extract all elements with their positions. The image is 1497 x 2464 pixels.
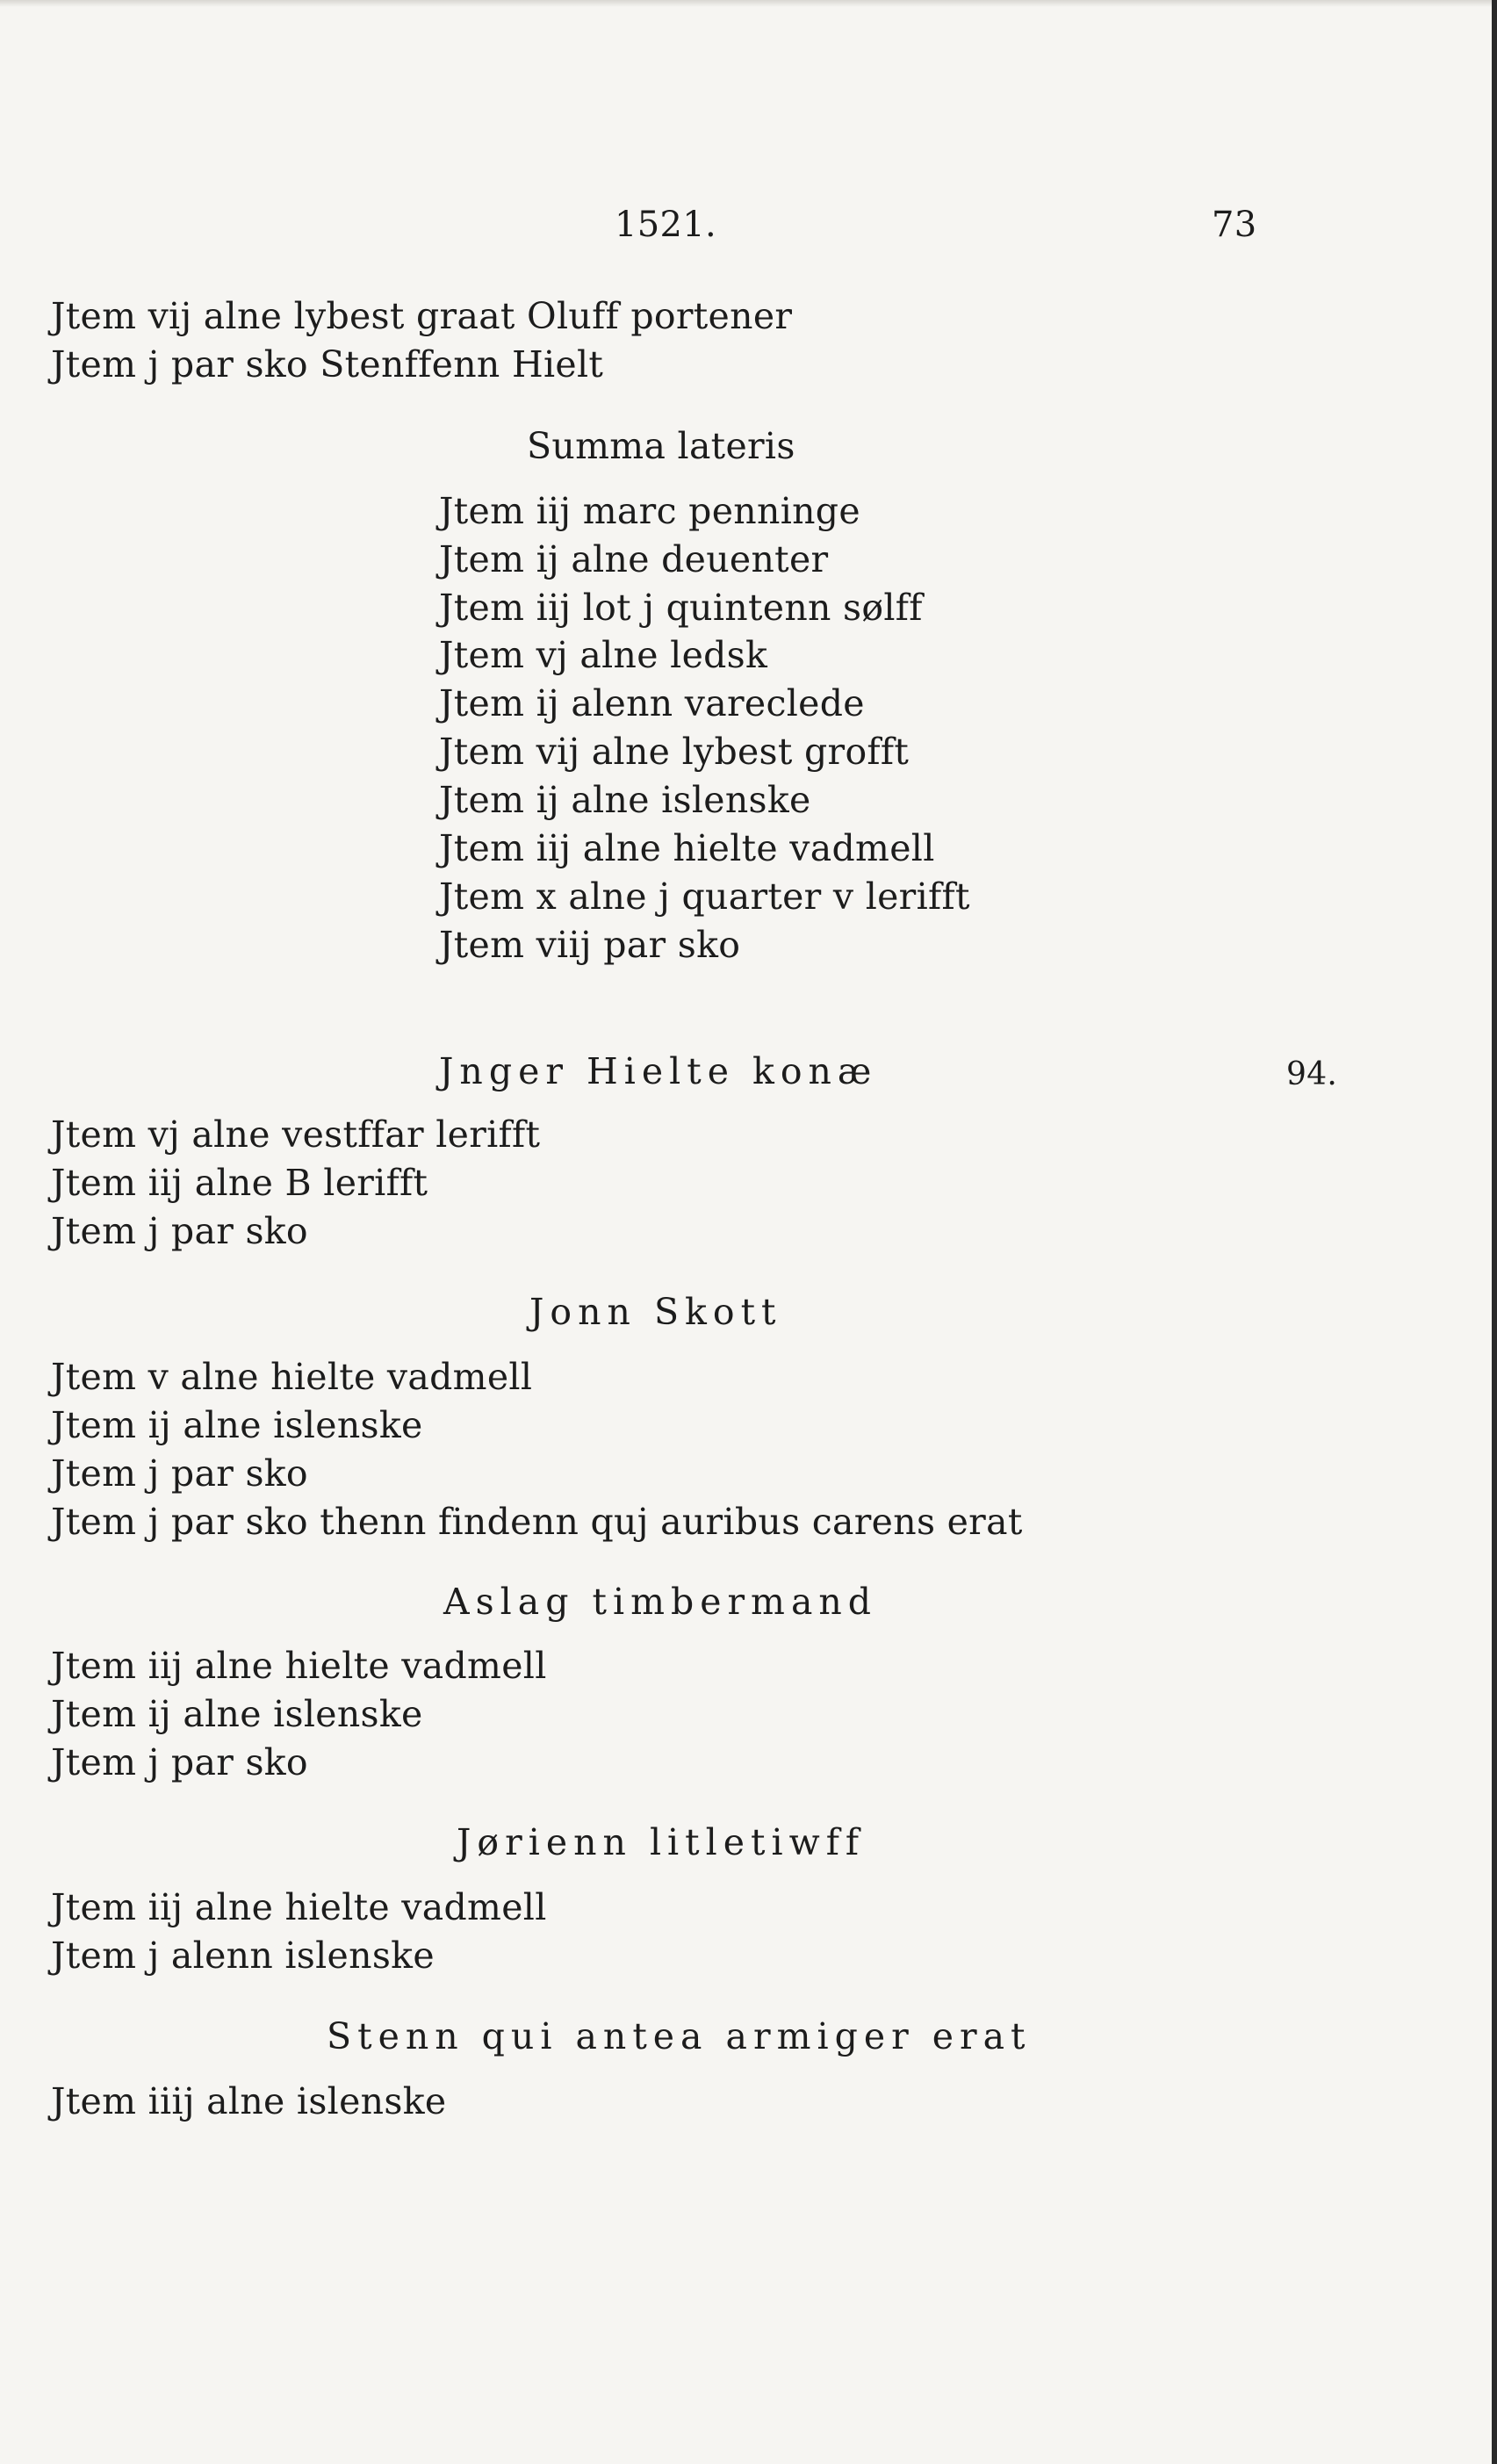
summa-line: Jtem viij par sko xyxy=(439,924,741,966)
entry-line: Jtem vj alne vestffar lerifft xyxy=(51,1113,541,1156)
entry-line: Jtem v alne hielte vadmell xyxy=(51,1356,533,1398)
entry-line: Jtem j par sko thenn findenn quj auribus carens erat xyxy=(51,1501,1023,1543)
entry-line: Jtem j par sko xyxy=(51,1741,308,1783)
margin-number: 94. xyxy=(1286,1056,1338,1092)
entry-line: Jtem iiij alne islenske xyxy=(51,2080,447,2122)
entry-line: Jtem iij alne B lerifft xyxy=(51,1162,428,1204)
summa-line: Jtem iij alne hielte vadmell xyxy=(439,827,935,869)
header-year: 1521. xyxy=(615,205,717,245)
section-heading: Jonn Skott xyxy=(529,1291,782,1333)
summa-line: Jtem iij lot j quintenn sølff xyxy=(439,587,923,629)
section-heading: Stenn qui antea armiger erat xyxy=(327,2015,1032,2057)
section-heading: Jørienn litletiwff xyxy=(457,1821,866,1863)
section-heading: Aslag timbermand xyxy=(443,1581,878,1623)
entry-line: Jtem iij alne hielte vadmell xyxy=(51,1645,547,1687)
entry-line: Jtem ij alne islenske xyxy=(51,1404,423,1446)
entry-line: Jtem iij alne hielte vadmell xyxy=(51,1886,547,1928)
summa-line: Jtem iij marc penninge xyxy=(439,490,860,532)
summa-line: Jtem ij alenn vareclede xyxy=(439,682,865,724)
summa-line: Jtem vij alne lybest grofft xyxy=(439,731,910,773)
entry-line: Jtem j alenn islenske xyxy=(51,1934,435,1977)
summa-line: Jtem ij alne deuenter xyxy=(439,538,829,580)
summa-line: Jtem ij alne islenske xyxy=(439,779,811,821)
summa-line: Jtem vj alne ledsk xyxy=(439,634,768,676)
entry-line: Jtem j par sko xyxy=(51,1452,308,1495)
entry-line: Jtem ij alne islenske xyxy=(51,1693,423,1735)
page-right-edge xyxy=(1492,0,1497,2464)
summa-line: Jtem x alne j quarter v lerifft xyxy=(439,875,970,918)
entry-line: Jtem j par sko xyxy=(51,1210,308,1252)
summa-heading: Summa lateris xyxy=(527,425,795,467)
entry-line: Jtem j par sko Stenffenn Hielt xyxy=(51,343,604,385)
entry-line: Jtem vij alne lybest graat Oluff portener xyxy=(51,295,793,337)
page-top-edge xyxy=(0,0,1497,7)
section-heading: Jnger Hielte konæ xyxy=(439,1050,878,1092)
page-number: 73 xyxy=(1212,205,1257,245)
